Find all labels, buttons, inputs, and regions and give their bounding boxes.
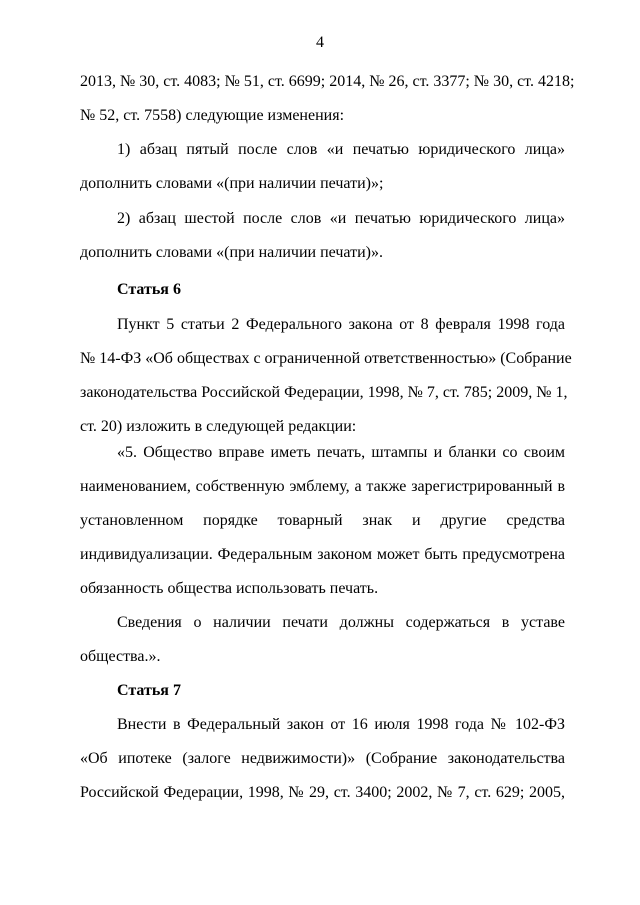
intro-line-1: 2013, № 30, ст. 4083; № 51, ст. 6699; 2014, № 26, ст. 3377; № 30, ст. 4218; — [80, 73, 575, 90]
article-6-quote-line-5: обязанность общества использовать печать. — [80, 580, 379, 597]
item-1-line-2: дополнить словами «(при наличии печати)»; — [80, 175, 384, 192]
article-7-para-line-1: Внести в Федеральный закон от 16 июля 1998 года № 102-ФЗ — [117, 716, 565, 733]
article-7-para-line-2: «Об ипотеке (залоге недвижимости)» (Собрание законодательства — [80, 750, 565, 767]
item-2-line-1: 2) абзац шестой после слов «и печатью юридического лица» — [117, 210, 565, 227]
article-6-para-line-2: № 14-ФЗ «Об обществах с ограниченной ответственностью» (Собрание — [80, 350, 572, 367]
article-6-quote2-line-1: Сведения о наличии печати должны содержаться в уставе — [117, 614, 565, 631]
article-6-quote-line-1: «5. Общество вправе иметь печать, штампы и бланки со своим — [117, 444, 565, 461]
intro-line-2: № 52, ст. 7558) следующие изменения: — [80, 107, 345, 124]
article-6-heading: Статья 6 — [117, 281, 181, 298]
article-6-para-line-1: Пункт 5 статьи 2 Федерального закона от 8 февраля 1998 года — [117, 316, 565, 333]
article-6-quote-line-2: наименованием, собственную эмблему, а также зарегистрированный в — [80, 478, 565, 495]
article-6-para-line-4: ст. 20) изложить в следующей редакции: — [80, 418, 357, 435]
item-1-line-1: 1) абзац пятый после слов «и печатью юридического лица» — [117, 141, 565, 158]
article-6-quote-line-4: индивидуализации. Федеральным законом может быть предусмотрена — [80, 546, 565, 563]
article-6-quote-line-3: установленном порядке товарный знак и другие средства — [80, 512, 565, 529]
article-6-para-line-3: законодательства Российской Федерации, 1998, № 7, ст. 785; 2009, № 1, — [80, 384, 568, 401]
item-2-line-2: дополнить словами «(при наличии печати)». — [80, 244, 383, 261]
article-7-heading: Статья 7 — [117, 682, 181, 699]
article-6-quote2-line-2: общества.». — [80, 648, 161, 665]
article-7-para-line-3: Российской Федерации, 1998, № 29, ст. 3400; 2002, № 7, ст. 629; 2005, — [80, 784, 565, 801]
page-number: 4 — [316, 34, 324, 51]
